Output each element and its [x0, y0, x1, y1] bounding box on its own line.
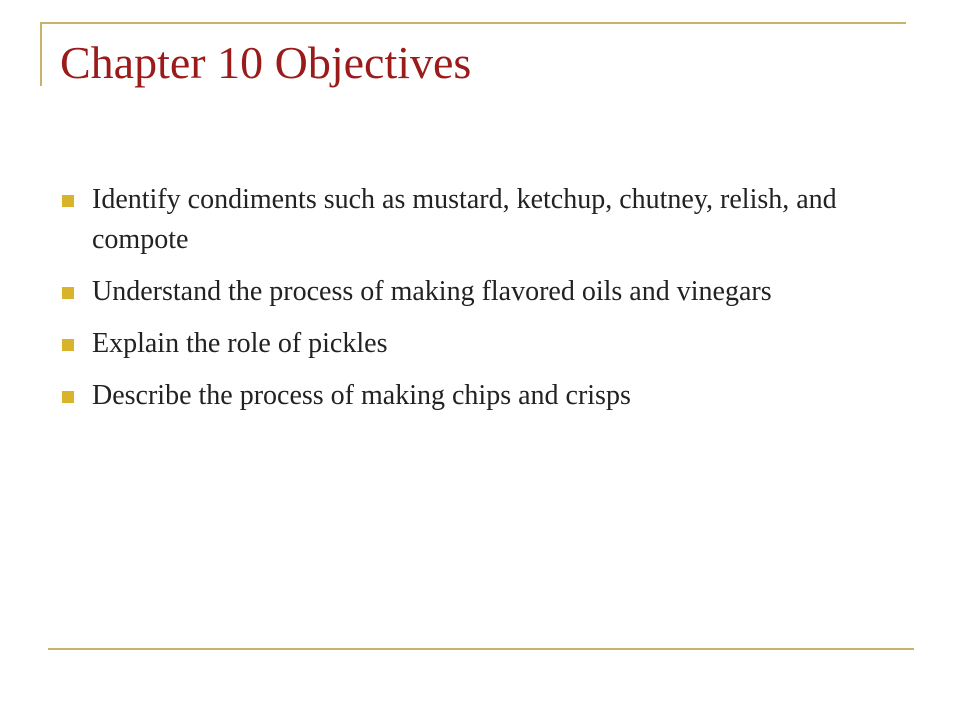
square-bullet-icon	[62, 339, 74, 351]
square-bullet-icon	[62, 391, 74, 403]
bottom-rule	[48, 648, 914, 650]
bullet-text: Identify condiments such as mustard, ketchup, chutney, relish, and compote	[92, 184, 837, 255]
bullet-text: Understand the process of making flavored oils and vinegars	[92, 276, 772, 307]
list-item	[60, 324, 910, 364]
left-rule	[40, 22, 42, 86]
bullet-text: Describe the process of making chips and crisps	[92, 380, 631, 411]
list-item	[60, 272, 910, 312]
bullet-text: Explain the role of pickles	[92, 328, 388, 359]
square-bullet-icon	[62, 287, 74, 299]
square-bullet-icon	[62, 195, 74, 207]
objectives-list	[60, 180, 910, 428]
list-item	[60, 376, 910, 416]
top-rule	[40, 22, 906, 24]
list-item	[60, 180, 910, 260]
slide-title: Chapter 10 Objectives	[60, 37, 472, 88]
